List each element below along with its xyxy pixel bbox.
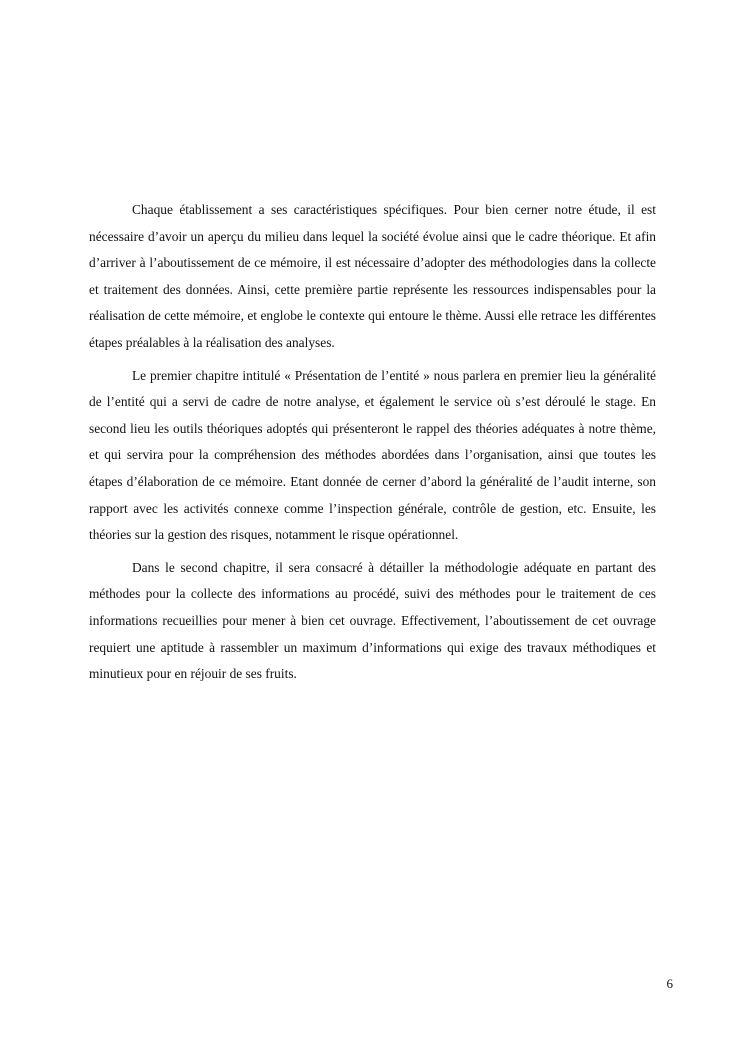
paragraph-chapter-two: Dans le second chapitre, il sera consacré à détailler la méthodologie adéquate en partant des méthodes pour la collecte des informations au procédé, suivi des méthodes pour le traitement de ces informations recueillies pour mener à bien cet ouvrage. Effectivement, l’aboutissement de cet ouvrage requiert une aptitude à rassembler un maximum d’informations qui exige des travaux méthodiques et minutieux pour en réjouir de ses fruits.: [89, 559, 656, 682]
paragraph-intro: Chaque établissement a ses caractéristiques spécifiques. Pour bien cerner notre étude, il est nécessaire d’avoir un aperçu du milieu dans lequel la société évolue ainsi que le cadre théorique. Et afin d’arriver à l’aboutissement de ce mémoire, il est nécessaire d’adopter des méthodologies dans la collecte et traitement des données. Ainsi, cette première partie représente les ressources indispensables pour la réalisation de cette mémoire, et englobe le contexte qui entoure le thème. Aussi elle retrace les différentes étapes préalables à la réalisation des analyses.: [89, 202, 656, 350]
page-number: 6: [666, 976, 673, 991]
body-text: [89, 197, 656, 694]
paragraph-chapter-one: Le premier chapitre intitulé « Présentation de l’entité » nous parlera en premier lieu la généralité de l’entité qui a servi de cadre de notre analyse, et également le service où s’est déroulé le stage. En second lieu les outils théoriques adoptés qui présenteront le rappel des théories adéquates à notre thème, et qui servira pour la compréhension des méthodes abordées dans l’organisation, ainsi que toutes les étapes d’élaboration de ce mémoire. Etant donnée de cerner d’abord la généralité de l’audit interne, son rapport avec les activités connexe comme l’inspection générale, contrôle de gestion, etc. Ensuite, les théories sur la gestion des risques, notamment le risque opérationnel.: [89, 367, 656, 543]
